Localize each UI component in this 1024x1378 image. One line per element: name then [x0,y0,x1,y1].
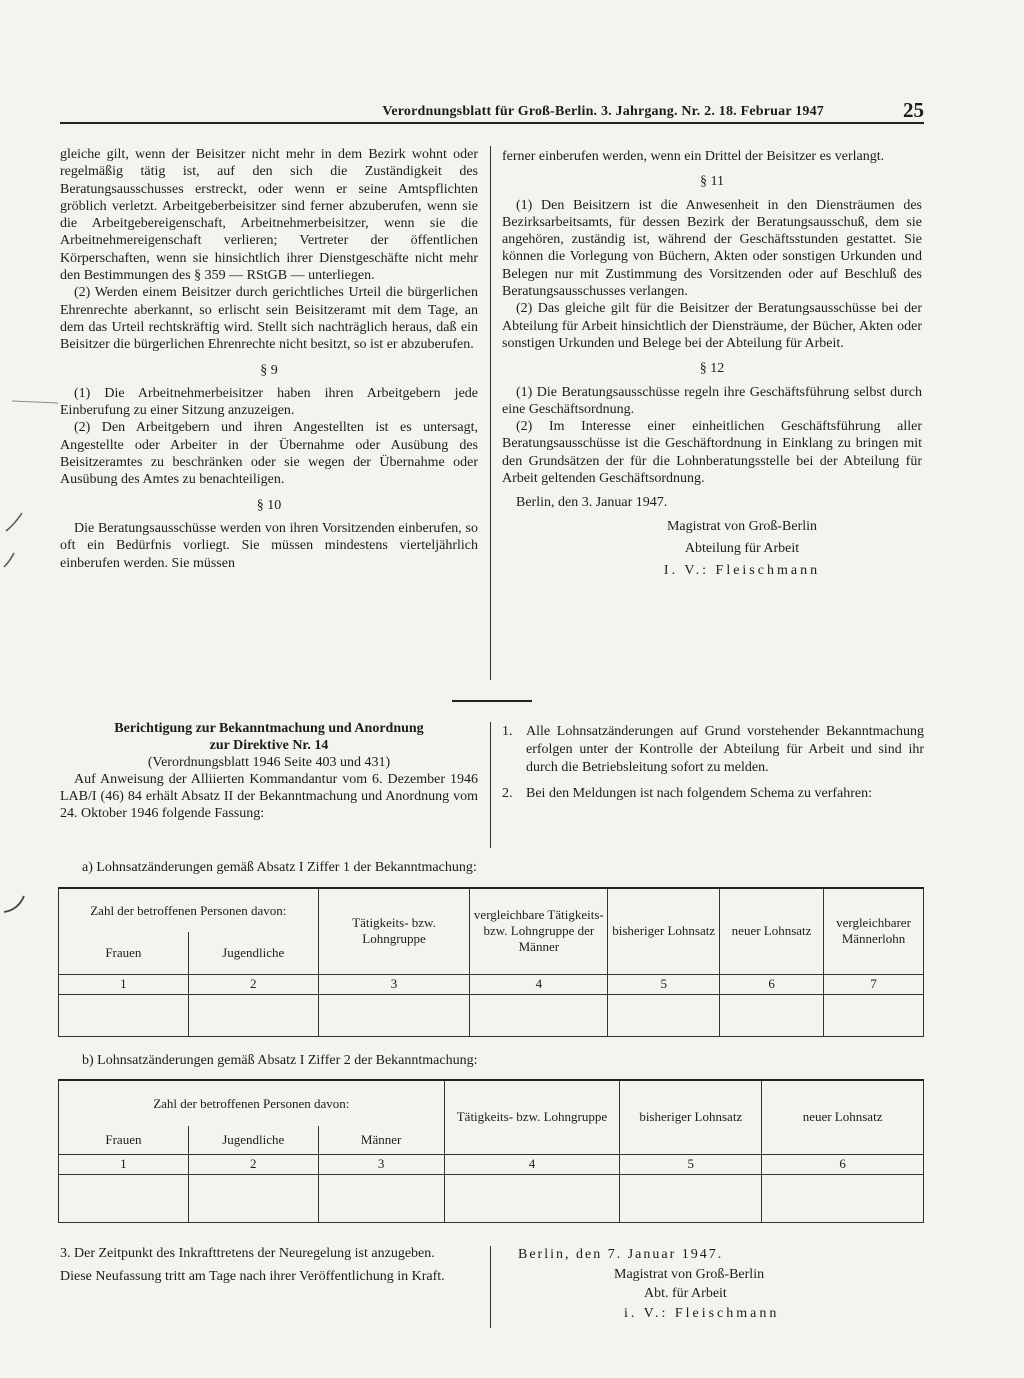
empty-cell [59,1174,189,1222]
column-number: 1 [59,1154,189,1174]
table-row [59,994,924,1036]
empty-cell [762,1174,924,1222]
paragraph: ferner einberufen werden, wenn ein Drittel der Beisitzer es verlangt. [502,149,885,164]
empty-cell [720,994,824,1036]
page-header [60,98,924,126]
paragraph: (1) Die Arbeitnehmerbeisitzer haben ihren Arbeitgebern jede Einberufung zu einer Sitzung anzuzeigen. [60,385,478,419]
section-heading-10: § 10 [256,497,282,513]
header-cell: bisheriger Lohnsatz [620,1080,762,1154]
header-cell: bisheriger Lohnsatz [608,888,720,974]
header-title: Verordnungsblatt für Groß-Berlin. 3. Jahrgang. Nr. 2. 18. Februar 1947 [382,104,824,119]
column-number: 3 [318,974,470,994]
header-cell: Frauen [59,1126,189,1154]
paragraph: Diese Neufassung tritt am Tage nach ihrer Veröffentlichung in Kraft. [60,1269,445,1284]
paragraph: (2) Im Interesse einer einheitlichen Geschäftsführung aller Beratungsausschüsse ist die Geschäftordnung in Einklang zu bringen mit den Grundsätzen der für die Lohnberatungsstelle bei der Abteilung für Arbeit geltenden Geschäftsordnung. [502,419,922,487]
header-cell: neuer Lohnsatz [720,888,824,974]
empty-cell [620,1174,762,1222]
column-number: 7 [824,974,924,994]
signature-name: i. V.: Fleischmann [624,1305,780,1321]
empty-cell [188,994,318,1036]
table-row [59,1154,924,1174]
empty-cell [824,994,924,1036]
signature-name: I. V.: Fleischmann [663,563,821,579]
column-number: 6 [762,1154,924,1174]
date-line: Berlin, den 3. Januar 1947. [516,495,668,511]
paragraph: gleiche gilt, wenn der Beisitzer nicht mehr in dem Bezirk wohnt oder regelmäßig tätig ist, auf den sich die Zuständigkeit des Beratungsausschusses erstreckt, oder wenn er seine Amtspflichten gröblich verletzt. Arbeitgeberbeisitzer sind ferner abzuberufen, wenn sie die Arbeitgebereigenschaft, Arbeitnehmerbeisitzer, wenn sie die Arbeitnehmereigenschaft verlieren; Vertreter der öffentlichen Körperschaften, wenn sie hinsichtlich ihrer Dienstgeschäfte nicht mehr den Bestimmungen des § 359 — RStGB — unterliegen. [60,147,478,284]
column-number: 2 [188,1154,318,1174]
empty-cell [444,1174,620,1222]
signature-department: Abt. für Arbeit [644,1286,727,1301]
column-number: 5 [608,974,720,994]
header-cell: Tätigkeits- bzw. Lohngruppe [318,888,470,974]
column-divider [490,722,491,848]
section-separator [452,700,532,702]
header-cell: Jugendliche [188,1126,318,1154]
column-number: 4 [444,1154,620,1174]
empty-cell [318,994,470,1036]
signature-magistrat: Magistrat von Groß-Berlin [666,518,818,534]
table-row [59,1080,924,1126]
margin-mark-icon [0,892,30,922]
column-number: 6 [720,974,824,994]
column-number: 2 [188,974,318,994]
paragraph: (1) Die Beratungsausschüsse regeln ihre Geschäftsführung selbst durch eine Geschäftsordnung. [502,384,922,417]
section-heading-11: § 11 [700,174,724,190]
header-cell: Tätigkeits- bzw. Lohngruppe [444,1080,620,1154]
table-a [58,887,924,1037]
table-b [58,1079,924,1223]
final-provisions [60,1245,478,1291]
paragraph: Die Beratungsausschüsse werden von ihren Vorsitzenden einberufen, so oft ein Bedürfnis vorliegt. Sie müssen mindestens vierteljährlich einberufen werden. Sie müssen [60,520,478,571]
notice-body: Auf Anweisung der Alliierten Kommandantur vom 6. Dezember 1946 LAB/I (46) 84 erhält Absatz II der Bekanntmachung und Anordnung vom 24. Oktober 1946 folgende Fassung: [60,772,478,821]
numbered-list [502,723,924,811]
header-cell: vergleichbare Tätigkeits- bzw. Lohngruppe der Männer [470,888,608,974]
date-line: Berlin, den 7. Januar 1947. [518,1247,724,1262]
header-cell: Jugendliche [188,932,318,974]
table-row [59,888,924,932]
section-heading-12: § 12 [699,361,725,377]
column-number: 3 [318,1154,444,1174]
table-a-caption: a) Lohnsatzänderungen gemäß Absatz I Ziffer 1 der Bekanntmachung: [82,860,477,875]
header-cell: vergleichbarer Männerlohn [824,888,924,974]
signature-department: Abteilung für Arbeit [684,540,800,556]
list-item: 2. Bei den Meldungen ist nach folgendem Schema zu verfahren: [502,786,872,801]
header-cell: Männer [318,1126,444,1154]
notice-source: (Verordnungsblatt 1946 Seite 403 und 431) [147,755,391,770]
empty-cell [59,994,189,1036]
margin-mark-icon [0,505,30,575]
column-number: 4 [470,974,608,994]
paragraph: (2) Das gleiche gilt für die Beisitzer der Beratungsausschüsse bei der Abteilung für Arbeit hinsichtlich der Diensträume, der Bücher, Akten oder sonstigen Urkunden und Belege bei der Abteilung für Arbeit. [502,301,922,351]
column-divider [490,1246,491,1328]
header-rule [60,122,924,124]
paragraph: 3. Der Zeitpunkt des Inkrafttretens der Neuregelung ist anzugeben. [60,1246,435,1261]
paragraph: (1) Den Beisitzern ist die Anwesenheit in den Diensträumen des Bezirksarbeitsamts, für dessen Bezirk der Beratungsausschuß, dem sie angehören, zuständig ist, während der Geschäftsstunden gestattet. Sie können die Vorlegung von Büchern, Akten oder sonstigen Urkunden und Belegen nur mit Zustimmung des Vorsitzenden oder auf Beschluß des Beratungsausschusses verlangen. [502,197,922,300]
list-item: 1. Alle Lohnsatzänderungen auf Grund vorstehender Bekanntmachung erfolgen unter der Kontrolle der Abteilung für Arbeit und sind ihr durch die Betriebsleitung sofort zu melden. [502,724,924,775]
header-cell: Frauen [59,932,189,974]
header-cell: Zahl der betroffenen Personen davon: [59,1080,445,1126]
header-cell: neuer Lohnsatz [762,1080,924,1154]
header-cell: Zahl der betroffenen Personen davon: [59,888,319,932]
column-number: 5 [620,1154,762,1174]
paragraph: (2) Werden einem Beisitzer durch gerichtliches Urteil die bürgerlichen Ehrenrechte aberkannt, so erlischt sein Beisitzeramt mit dem Tage, an dem das Urteil rechtskräftig wird. Stellt sich nachträglich heraus, daß ein Beisitzer die bürgerlichen Ehrenrechte nicht besitzt, so ist er abzuberufen. [60,285,478,353]
section-heading-9: § 9 [260,362,278,378]
margin-mark-icon [10,395,60,407]
left-column-upper [60,146,478,572]
empty-cell [470,994,608,1036]
notice-subtitle: zur Direktive Nr. 14 [209,738,329,753]
empty-cell [608,994,720,1036]
empty-cell [188,1174,318,1222]
empty-cell [318,1174,444,1222]
table-row [59,1174,924,1222]
signature-magistrat: Magistrat von Groß-Berlin [614,1266,765,1282]
table-row [59,974,924,994]
right-column-upper [502,148,922,580]
page-number: 25 [903,98,924,122]
column-divider [490,146,491,680]
notice-title: Berichtigung zur Bekanntmachung und Anordnung [114,721,424,736]
column-number: 1 [59,974,189,994]
correction-notice [60,720,478,822]
paragraph: (2) Den Arbeitgebern und ihren Angestellten ist es untersagt, Angestellte oder Arbeiter in der Übernahme oder Ausübung des Beisitzeramtes zu beschränken oder sie wegen der Übernahme oder Ausübung des Amtes zu benachteiligen. [60,420,478,488]
table-b-caption: b) Lohnsatzänderungen gemäß Absatz I Ziffer 2 der Bekanntmachung: [82,1053,478,1068]
closing-signature [518,1246,818,1322]
